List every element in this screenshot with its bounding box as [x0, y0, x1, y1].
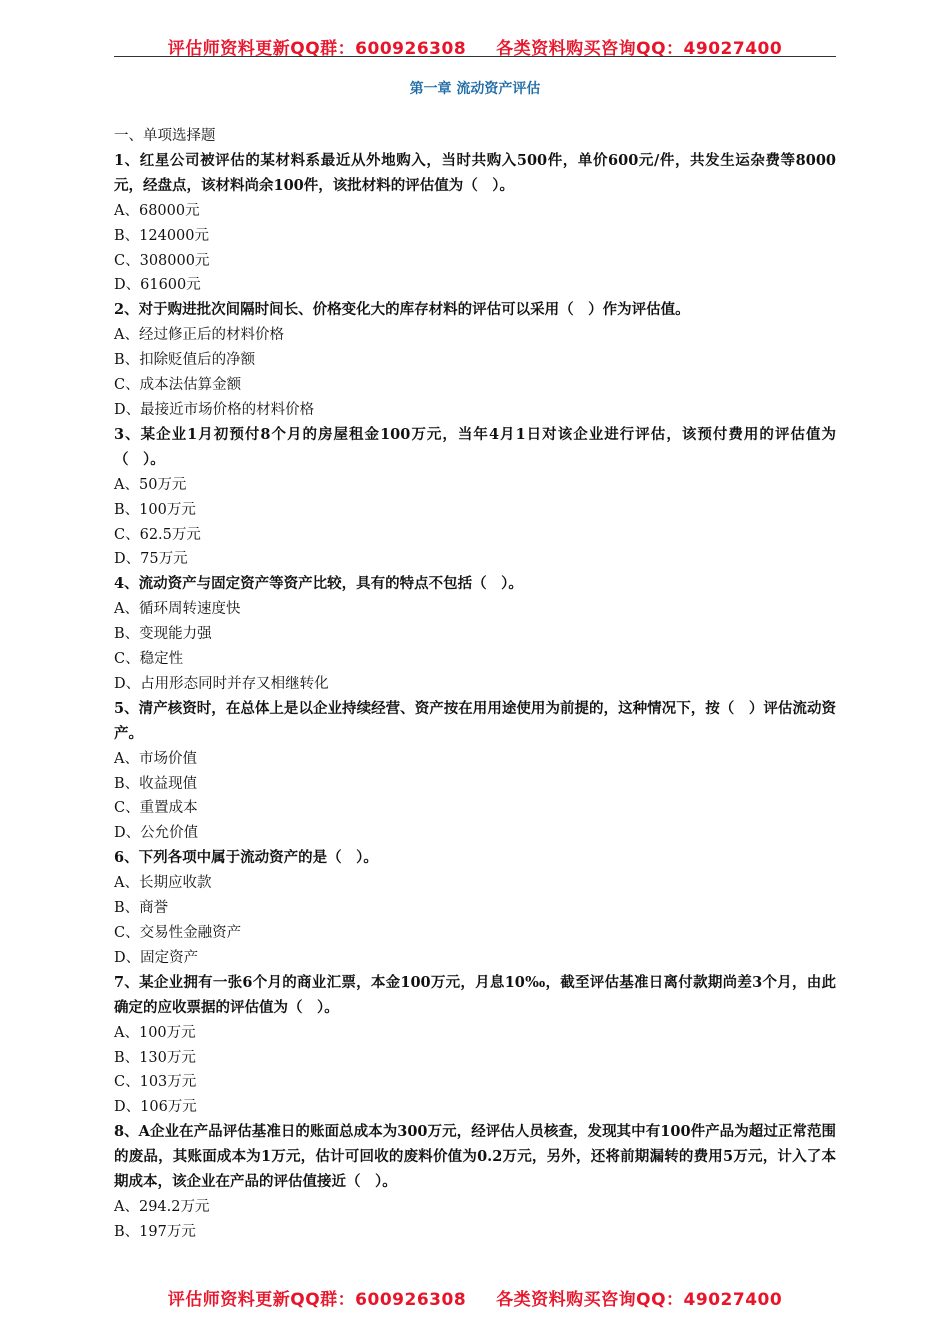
answer-option: C、成本法估算金额	[114, 377, 242, 394]
section-title: 一、单项选择题	[114, 128, 216, 144]
answer-option: B、商誉	[114, 900, 169, 917]
header-purchase-qq: 各类资料购买咨询QQ：49027400	[496, 39, 783, 59]
question-text: 4、流动资产与固定资产等资产比较，具有的特点不包括（ ）。	[114, 575, 523, 593]
answer-option: A、经过修正后的材料价格	[114, 327, 284, 344]
question-block	[114, 697, 836, 846]
question-block	[114, 572, 836, 697]
answer-option: B、197万元	[114, 1223, 196, 1240]
question-list	[114, 149, 836, 1245]
question-block	[114, 846, 836, 971]
answer-option: D、75万元	[114, 551, 188, 568]
answer-option: B、收益现值	[114, 775, 198, 792]
question-block	[114, 1120, 836, 1245]
question-text: 2、对于购进批次间隔时间长、价格变化大的库存材料的评估可以采用（ ）作为评估值。	[114, 301, 690, 319]
answer-option: A、长期应收款	[114, 875, 212, 892]
question-block	[114, 149, 836, 298]
answer-option: A、100万元	[114, 1024, 196, 1041]
answer-option: D、61600元	[114, 277, 201, 294]
question-block	[114, 298, 836, 423]
answer-option: D、占用形态同时并存又相继转化	[114, 675, 329, 692]
answer-option: C、103万元	[114, 1074, 197, 1091]
answer-option: A、68000元	[114, 202, 200, 219]
footer-banner	[114, 1285, 836, 1310]
question-text: 7、某企业拥有一张6个月的商业汇票，本金100万元，月息10‰，截至评估基准日离付款期尚差3个月，由此确定的应收票据的评估值为（ ）。	[114, 973, 836, 1016]
chapter-title: 第一章 流动资产评估	[409, 81, 541, 97]
answer-option: C、308000元	[114, 252, 210, 269]
question-text: 6、下列各项中属于流动资产的是（ ）。	[114, 849, 378, 867]
question-text: 3、某企业1月初预付8个月的房屋租金100万元，当年4月1日对该企业进行评估，该预付费用的评估值为（ ）。	[114, 425, 836, 468]
question-text: 5、清产核资时，在总体上是以企业持续经营、资产按在用用途使用为前提的，这种情况下，按（ ）评估流动资产。	[114, 699, 836, 742]
answer-option: C、交易性金融资产	[114, 925, 242, 941]
answer-option: D、最接近市场价格的材料价格	[114, 401, 315, 418]
answer-option: A、市场价值	[114, 750, 197, 767]
answer-option: B、130万元	[114, 1049, 196, 1066]
answer-option: D、106万元	[114, 1099, 197, 1116]
question-text: 8、A企业在产品评估基准日的账面总成本为300万元，经评估人员核查，发现其中有100件产品为超过正常范围的废品，其账面成本为1万元，估计可回收的废料价值为0.2万元，另外，还将前期漏转的费用5万元，计入了本期成本，该企业在产品的评估值接近（ ）。	[114, 1123, 836, 1191]
footer-purchase-qq: 各类资料购买咨询QQ：49027400	[496, 1290, 783, 1310]
answer-option: A、循环周转速度快	[114, 601, 241, 618]
answer-option: B、100万元	[114, 501, 196, 518]
answer-option: D、固定资产	[114, 949, 199, 966]
answer-option: D、公允价值	[114, 825, 199, 842]
answer-option: B、扣除贬值后的净额	[114, 352, 256, 369]
answer-option: A、294.2万元	[114, 1198, 210, 1215]
answer-option: C、稳定性	[114, 651, 184, 668]
answer-option: B、124000元	[114, 227, 210, 244]
answer-option: B、变现能力强	[114, 626, 212, 643]
footer-qq-group: 评估师资料更新QQ群：600926308	[167, 1290, 467, 1310]
answer-option: C、62.5万元	[114, 526, 201, 543]
question-text: 1、红星公司被评估的某材料系最近从外地购入，当时共购入500件，单价600元/件，共发生运杂费等8000元，经盘点，该材料尚余100件，该批材料的评估值为（ ）。	[114, 151, 836, 194]
question-block	[114, 971, 836, 1120]
header-divider	[114, 56, 836, 57]
answer-option: C、重置成本	[114, 800, 198, 817]
document-body	[114, 124, 836, 1245]
answer-option: A、50万元	[114, 476, 187, 493]
question-block	[114, 423, 836, 572]
header-qq-group: 评估师资料更新QQ群：600926308	[167, 39, 467, 59]
